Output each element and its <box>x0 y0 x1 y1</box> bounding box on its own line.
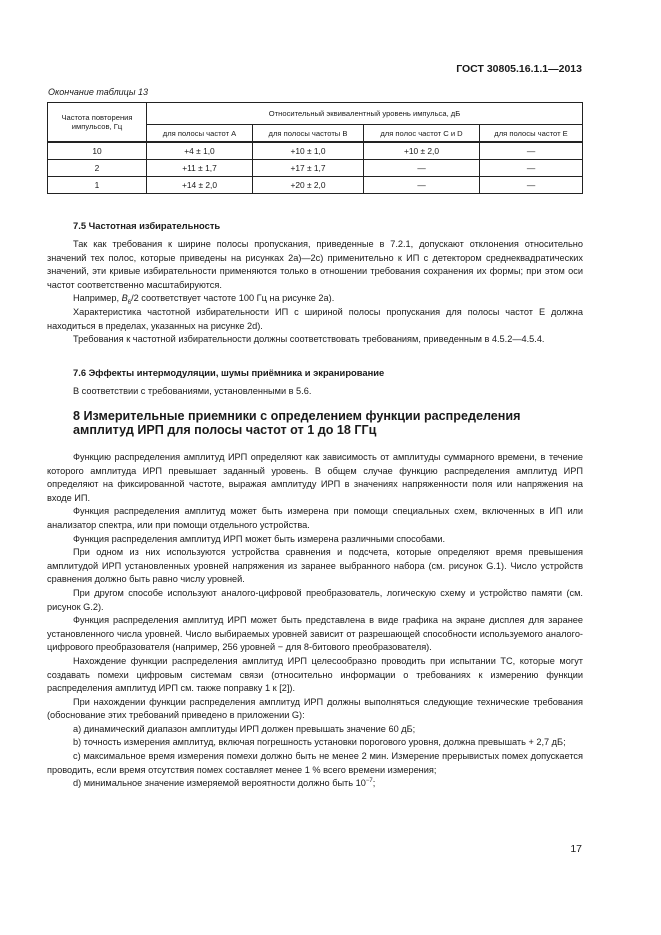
paragraph: При другом способе используют аналого-цифровой преобразователь, логическую схему и устройство памяти (см. рисунок G.2). <box>47 587 583 612</box>
table-cell: +11 ± 1,7 <box>147 160 253 177</box>
section-7-5-title: 7.5 Частотная избирательность <box>73 220 221 231</box>
sub-header-a: для полосы частот A <box>147 125 253 143</box>
table-cell: +10 ± 2,0 <box>364 142 480 160</box>
table-cell: +17 ± 1,7 <box>253 160 364 177</box>
paragraph: Нахождение функции распределения амплитуд ИРП целесообразно проводить при испытании ТС, которые могут создавать помехи цифровым системам связи (относительно информации о требованиях к измерению функции распределения амплитуд ИРП см. также поправку 1 к [2]). <box>47 655 583 694</box>
section-7-5-body <box>47 238 583 347</box>
table-cell: — <box>364 177 480 194</box>
table-cell: — <box>480 142 583 160</box>
text-span: Например, <box>73 293 122 304</box>
table-row <box>48 177 583 194</box>
paragraph: При одном из них используются устройства сравнения и подсчета, которые определяют время превышения амплитудой ИРП установленных уровней напряжения из заранее выбранного набора (см. рисунок G.1). Число устройств сравнения должно быть равно числу уровней. <box>47 547 583 585</box>
variable: B <box>121 293 128 304</box>
table-row <box>48 160 583 177</box>
paragraph: Характеристика частотной избирательности ИП с шириной полосы пропускания для полосы частот E должна находиться в пределах, указанных на рисунке 2d). <box>47 306 583 331</box>
paragraph: Функция распределения амплитуд ИРП может быть измерена различными способами. <box>73 533 446 544</box>
page-number: 17 <box>570 843 582 855</box>
paragraph: В соответствии с требованиями, установленными в 5.6. <box>73 386 312 396</box>
table-cell: 10 <box>48 142 147 160</box>
table-cell: +20 ± 2,0 <box>253 177 364 194</box>
paragraph: Функция распределения амплитуд может быть измерена при помощи специальных схем, включенных в ИП или анализатор спектра, или при помощи отдельного устройства. <box>47 506 583 530</box>
table-cell: +10 ± 1,0 <box>253 142 364 160</box>
paragraph: Так как требования к ширине полосы пропускания, приведенные в 7.2.1, допускают отклонения относительно значений тех полос, которые приведены на рисунках 2a)—2c) применительно к ИП с детектором среднеквадратических значений, эти кривые избирательности применяются только в отношении требования сохранения их формы; при этом оси частот соответственно масштабируются. <box>47 239 583 290</box>
table-cell: — <box>480 177 583 194</box>
paragraph: Функция распределения амплитуд ИРП может быть представлена в виде графика на экране дисплея для заранее установленного числа уровней. Число выбираемых уровней зависит от разрешающей способности используемого аналого-цифрового преобразователя (например, 256 уровней − для 8-битового преобразователя). <box>47 615 583 653</box>
section-8-body <box>47 451 583 791</box>
col-header-frequency: Частота повторения импульсов, Гц <box>48 103 147 143</box>
group-header: Относительный эквивалентный уровень импульса, дБ <box>147 103 583 125</box>
table-13 <box>47 102 583 194</box>
table-cell: — <box>480 160 583 177</box>
list-item-a: a) динамический диапазон амплитуды ИРП должен превышать значение 60 дБ; <box>73 723 416 734</box>
section-7-6-body <box>47 385 583 399</box>
table-row <box>48 142 583 160</box>
document-header: ГОСТ 30805.16.1.1—2013 <box>456 63 582 75</box>
list-item-b: b) точность измерения амплитуд, включая погрешность установки порогового уровня, должна превышать + 2,7 дБ; <box>73 737 566 748</box>
list-item-d <box>47 777 583 791</box>
sub-header-e: для полосы частот E <box>480 125 583 143</box>
section-7-6-title: 7.6 Эффекты интермодуляции, шумы приёмника и экранирование <box>73 367 385 378</box>
table-cell: 1 <box>48 177 147 194</box>
table-cell: +4 ± 1,0 <box>147 142 253 160</box>
table-cell: — <box>364 160 480 177</box>
superscript: −7 <box>365 778 373 785</box>
paragraph: Требования к частотной избирательности должны соответствовать требованиям, приведенным в 4.5.2—4.5.4. <box>73 334 545 345</box>
text-span: d) минимальное значение измеряемой вероятности должно быть 10 <box>73 778 366 789</box>
sub-header-b: для полосы частоты B <box>253 125 364 143</box>
paragraph: При нахождении функции распределения амплитуд ИРП должны выполняться следующие технические требования (обоснование этих требований приведено в приложении G): <box>47 696 583 721</box>
table-cell: 2 <box>48 160 147 177</box>
list-item-c: c) максимальное время измерения помехи должно быть не менее 2 мин. Измерение прерывистых помех допускается проводить, если время отсутствия помех составляет менее 1 % всего времени измерения; <box>47 751 583 775</box>
text-span: /2 соответствует частоте 100 Гц на рисунке 2a). <box>131 293 335 304</box>
sub-header-cd: для полос частот C и D <box>364 125 480 143</box>
subscript: 6 <box>127 300 132 307</box>
section-8-title: 8 Измерительные приемники с определением функции распределения амплитуд ИРП для полосы частот от 1 до 18 ГГц <box>73 409 521 437</box>
paragraph <box>47 292 583 306</box>
table-cell: +14 ± 2,0 <box>147 177 253 194</box>
table-caption: Окончание таблицы 13 <box>48 87 148 97</box>
paragraph: Функцию распределения амплитуд ИРП определяют как зависимость от амплитуды суммарного времени, в течение которого амплитуда ИРП превышает заданный уровень. В общем случае функцию распределения амплитуд ИРП определяют на фиксированной частоте, выражая амплитуду ИРП в значениях напряженности поля или напряжения на входе ИП. <box>47 452 583 503</box>
text-span: ; <box>372 778 376 789</box>
